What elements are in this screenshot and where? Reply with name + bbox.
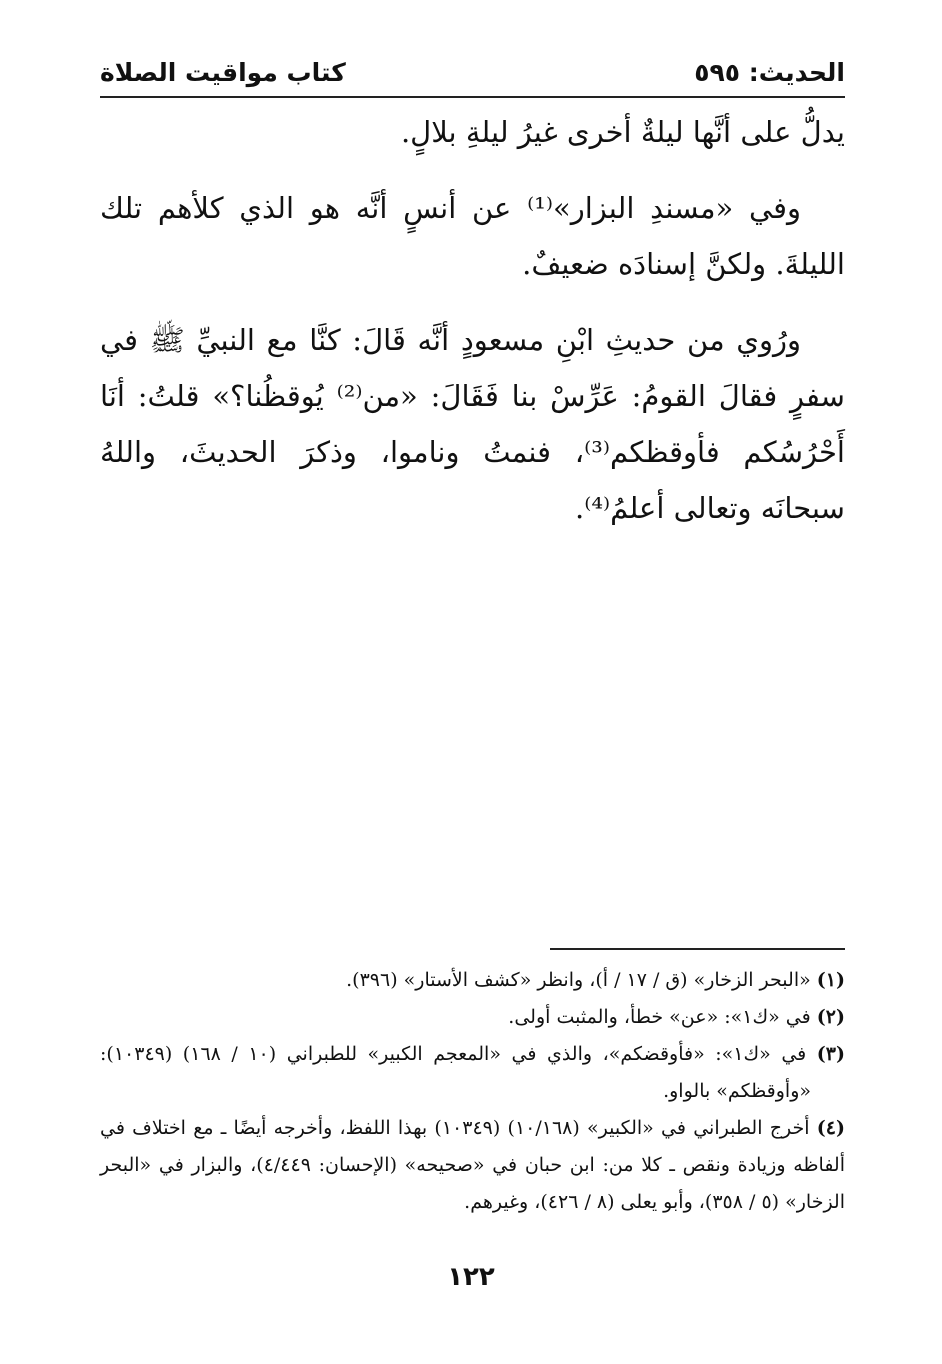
book-title: كتاب مواقيت الصلاة: [100, 58, 346, 87]
footnote-text: في «ك١»: «فأوقضكم»، والذي في «المعجم الكبير» للطبراني (١٠ / ١٦٨) (١٠٣٤٩): «وأوقظكم» بالواو.: [100, 1043, 811, 1102]
page-header: [100, 52, 845, 98]
page-number: ١٢٢: [447, 1262, 495, 1292]
footnote-3: [100, 1036, 845, 1110]
footnote-4: [100, 1110, 845, 1221]
main-text: [100, 104, 845, 556]
paragraph-1: يدلُّ على أنَّها ليلةٌ أخرى غيرُ ليلةِ بلالٍ.: [400, 115, 845, 149]
footnote-1: [100, 962, 845, 999]
footnote-2: [100, 999, 845, 1036]
footnote-text: «البحر الزخار» (ق / ١٧ / أ)، وانظر «كشف الأستار» (٣٩٦).: [346, 969, 811, 991]
paragraph-3: ورُوي من حديثِ ابْنِ مسعودٍ أنَّه قَالَ: كنَّا مع النبيِّ ﷺ في سفرٍ فقالَ القومُ: عَرِّسْ بنا فَقَالَ: «من⁽²⁾ يُوقظُنا؟» قلتُ: أنَا أَحْرُسُكم فأوقظكم⁽³⁾، فنمتُ وناموا، وذكرَ الحديثَ، واللهُ سبحانَه وتعالى أعلمُ⁽⁴⁾.: [100, 323, 845, 525]
footnotes: [100, 962, 845, 1221]
paragraph-2: وفي «مسندِ البزار»⁽¹⁾ عن أنسٍ أنَّه هو الذي كلأهم تلك الليلةَ. ولكنَّ إسنادَه ضعيفٌ.: [100, 191, 845, 281]
footnote-text: في «ك١»: «عن» خطأ، والمثبت أولى.: [508, 1006, 811, 1028]
footnote-text: أخرج الطبراني في «الكبير» (١٠/١٦٨) (١٠٣٤٩) بهذا اللفظ، وأخرجه أيضًا ـ مع اختلاف في ألفاظه وزيادة ونقص ـ كلا من: ابن حبان في «صحيحه» (الإحسان: ٤/٤٤٩)، والبزار في «البحر الزخار» (٥ / ٣٥٨)، وأبو يعلى (٨ / ٤٢٦)، وغيرهم.: [100, 1117, 846, 1213]
footnote-number: (٣): [816, 1043, 846, 1065]
footnote-divider: [550, 948, 845, 950]
footnote-number: (٤): [816, 1117, 845, 1139]
hadith-number: الحديث: ٥٩٥: [694, 58, 845, 87]
footnote-number: (٢): [816, 1006, 845, 1028]
footnote-number: (١): [816, 969, 845, 991]
